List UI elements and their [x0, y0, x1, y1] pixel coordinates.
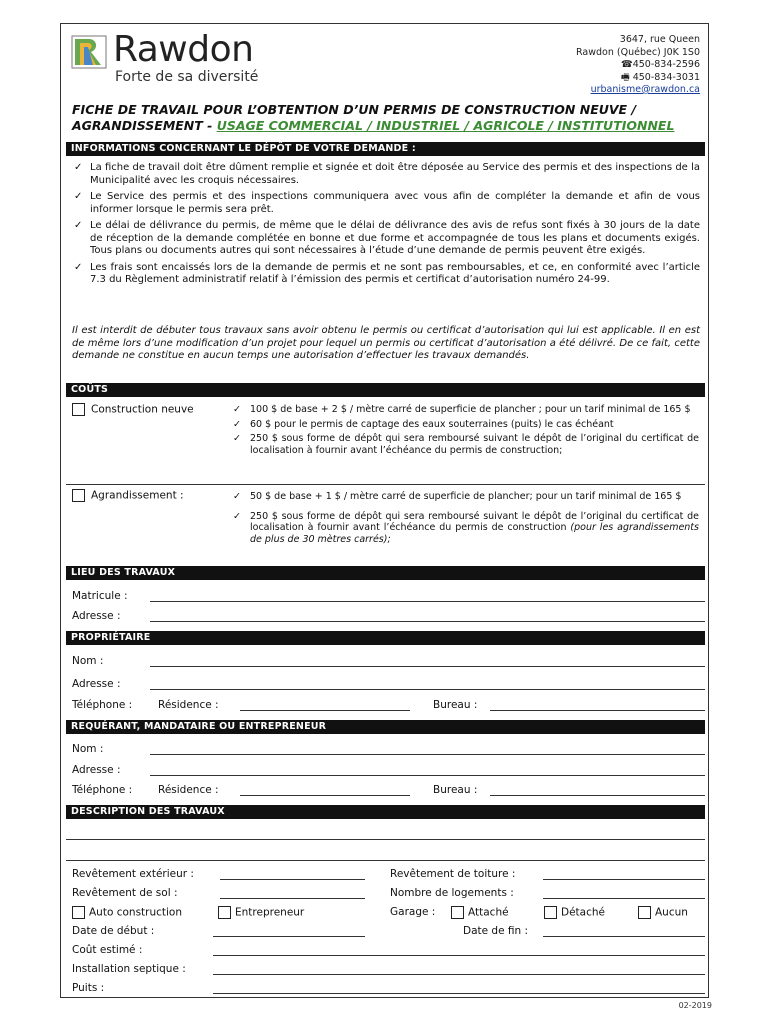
lieu-heading: LIEU DES TRAVAUX [66, 566, 705, 580]
auto-construction-checkbox[interactable] [72, 906, 85, 919]
date-debut-label: Date de début : [72, 925, 155, 937]
fax-icon: 🖷 [620, 71, 633, 83]
agrandissement-checkbox[interactable] [72, 489, 85, 502]
agrandissement-option[interactable]: Agrandissement : [72, 489, 184, 502]
requerant-adresse-label: Adresse : [72, 764, 121, 776]
fee-item: ✓ 50 $ de base + 1 $ / mètre carré de superficie de plancher; pour un tarif minimal de 165 $ [233, 491, 682, 502]
check-icon: ✓ [74, 220, 83, 231]
description-line-2[interactable] [66, 860, 705, 861]
list-item: ✓ Le Service des permis et des inspections communiquera avec vous afin de compléter la demande et afin de vous informer lorsque le permis sera prêt. [74, 191, 700, 215]
requerant-nom-field[interactable] [150, 754, 705, 755]
garage-detache-option[interactable]: Détaché [544, 906, 605, 919]
address-line-2: Rawdon (Québec) J0K 1S0 [576, 46, 700, 58]
requerant-telephone-label: Téléphone : [72, 784, 133, 796]
check-icon: ✓ [233, 404, 241, 415]
check-icon: ✓ [74, 191, 83, 202]
proprietaire-bureau-field[interactable] [490, 710, 705, 711]
requerant-residence-field[interactable] [240, 795, 410, 796]
address-line-1: 3647, rue Queen [619, 34, 700, 45]
proprietaire-bureau-label: Bureau : [433, 699, 478, 711]
description-heading: DESCRIPTION DES TRAVAUX [66, 805, 705, 819]
contact-block [576, 34, 700, 97]
rawdon-logo-icon [71, 35, 107, 69]
construction-neuve-option[interactable]: Construction neuve [72, 403, 194, 416]
proprietaire-nom-field[interactable] [150, 666, 705, 667]
date-fin-field[interactable] [543, 936, 705, 937]
check-icon: ✓ [74, 162, 83, 173]
info-heading: INFORMATIONS CONCERNANT LE DÉPÔT DE VOTRE DEMANDE : [66, 142, 705, 156]
garage-attache-option[interactable]: Attaché [451, 906, 509, 919]
usage-subtitle: USAGE COMMERCIAL / INDUSTRIEL / AGRICOLE / INSTITUTIONNEL [216, 118, 675, 133]
check-icon: ✓ [233, 510, 241, 522]
proprietaire-residence-label: Résidence : [158, 699, 219, 711]
form-title: FICHE DE TRAVAIL POUR L’OBTENTION D’UN PERMIS DE CONSTRUCTION NEUVE / AGRANDISSEMENT - USAGE COMMERCIAL / INDUSTRIEL / AGRICOLE / INSTITUTIONNEL [72, 102, 675, 133]
requerant-bureau-field[interactable] [490, 795, 705, 796]
list-item: ✓ Les frais sont encaissés lors de la demande de permis et ne sont pas remboursables, et ce, en conformité avec l’article 7.3 du Règlement administratif relatif à l’émission des permis et certificat d’autorisation numéro 24-99. [74, 261, 700, 285]
cout-field[interactable] [213, 955, 705, 956]
proprietaire-nom-label: Nom : [72, 655, 104, 667]
couts-heading: COÛTS [66, 383, 705, 397]
construction-neuve-fees [233, 404, 699, 459]
check-icon: ✓ [233, 418, 241, 430]
construction-neuve-checkbox[interactable] [72, 403, 85, 416]
list-item: ✓ La fiche de travail doit être dûment remplie et signée et doit être déposée au Service des permis et des inspections de la Municipalité avec les croquis nécessaires. [74, 162, 700, 186]
check-icon: ✓ [233, 433, 241, 444]
fee-item: ✓ 100 $ de base + 2 $ / mètre carré de superficie de plancher ; pour un tarif minimal de 165 $ [233, 404, 691, 415]
description-line-1[interactable] [66, 839, 705, 840]
brand-name: Rawdon [113, 29, 254, 70]
lieu-adresse-label: Adresse : [72, 610, 121, 622]
auto-construction-option[interactable]: Auto construction [72, 906, 182, 919]
check-icon: ✓ [74, 261, 83, 273]
revetement-sol-field[interactable] [220, 898, 365, 899]
cout-label: Coût estimé : [72, 944, 143, 956]
divider [66, 484, 705, 485]
revetement-sol-label: Revêtement de sol : [72, 887, 178, 899]
fee-item: ✓ 60 $ pour le permis de captage des eaux souterraines (puits) le cas échéant [233, 418, 614, 430]
matricule-field[interactable] [150, 601, 705, 602]
tagline: Forte de sa diversité [115, 69, 259, 85]
garage-label: Garage : [390, 906, 436, 918]
logements-field[interactable] [543, 898, 705, 899]
list-item: ✓ Le délai de délivrance du permis, de même que le délai de délivrance des avis de refus sont fixés à 30 jours de la date de réception de la demande complétée en bonne et due forme et accompagnée de tous les plans et documents exigés. Tous plans ou documents autres qui sont nécessaires à l’étude d’une demande de permis peuvent être exigés. [74, 220, 700, 256]
requerant-residence-label: Résidence : [158, 784, 219, 796]
proprietaire-telephone-label: Téléphone : [72, 699, 133, 711]
garage-aucun-option[interactable]: Aucun [638, 906, 688, 919]
septique-label: Installation septique : [72, 963, 186, 975]
agrandissement-fees [233, 491, 699, 548]
date-debut-field[interactable] [213, 936, 365, 937]
entrepreneur-option[interactable]: Entrepreneur [218, 906, 304, 919]
form-version: 02-2019 [678, 1001, 712, 1010]
puits-label: Puits : [72, 982, 105, 994]
check-icon: ✓ [233, 491, 241, 502]
septique-field[interactable] [213, 974, 705, 975]
revetement-toit-field[interactable] [543, 879, 705, 880]
garage-detache-checkbox[interactable] [544, 906, 557, 919]
lieu-adresse-field[interactable] [150, 621, 705, 622]
fax-line: 🖷 450-834-3031 [620, 71, 700, 83]
requerant-nom-label: Nom : [72, 743, 104, 755]
proprietaire-adresse-field[interactable] [150, 689, 705, 690]
proprietaire-heading: PROPRIÉTAIRE [66, 631, 705, 645]
phone-line: ☎450-834-2596 [620, 59, 700, 70]
requerant-bureau-label: Bureau : [433, 784, 478, 796]
phone-icon: ☎ [620, 59, 633, 70]
email-link[interactable]: urbanisme@rawdon.ca [590, 84, 700, 95]
garage-aucun-checkbox[interactable] [638, 906, 651, 919]
matricule-label: Matricule : [72, 590, 128, 602]
revetement-ext-label: Revêtement extérieur : [72, 868, 194, 880]
proprietaire-adresse-label: Adresse : [72, 678, 121, 690]
fee-item: ✓ 250 $ sous forme de dépôt qui sera remboursé suivant le dépôt de l’original du certificat de localisation à fournir avant l’échéance du permis de construction (pour les agrandissements de plus de 30 mètres carrés); [233, 510, 699, 545]
proprietaire-residence-field[interactable] [240, 710, 410, 711]
revetement-toit-label: Revêtement de toiture : [390, 868, 516, 880]
warning-note: Il est interdit de débuter tous travaux sans avoir obtenu le permis ou certificat d’autorisation qui lui est applicable. Il en est de même lors d’une modification d’un projet pour lequel un permis ou certificat d’autorisation a été délivré. De ce fait, cette demande ne constitue en aucun temps une autorisation d’effectuer les travaux demandés. [72, 325, 700, 361]
requerant-adresse-field[interactable] [150, 775, 705, 776]
entrepreneur-checkbox[interactable] [218, 906, 231, 919]
fee-item: ✓ 250 $ sous forme de dépôt qui sera remboursé suivant le dépôt de l’original du certificat de localisation à fournir avant l’échéance du permis de construction; [233, 433, 699, 456]
requerant-heading: REQUÉRANT, MANDATAIRE OU ENTREPRENEUR [66, 720, 705, 734]
date-fin-label: Date de fin : [463, 925, 529, 937]
garage-attache-checkbox[interactable] [451, 906, 464, 919]
puits-field[interactable] [213, 993, 705, 994]
revetement-ext-field[interactable] [220, 879, 365, 880]
info-list [72, 162, 700, 291]
logements-label: Nombre de logements : [390, 887, 514, 899]
